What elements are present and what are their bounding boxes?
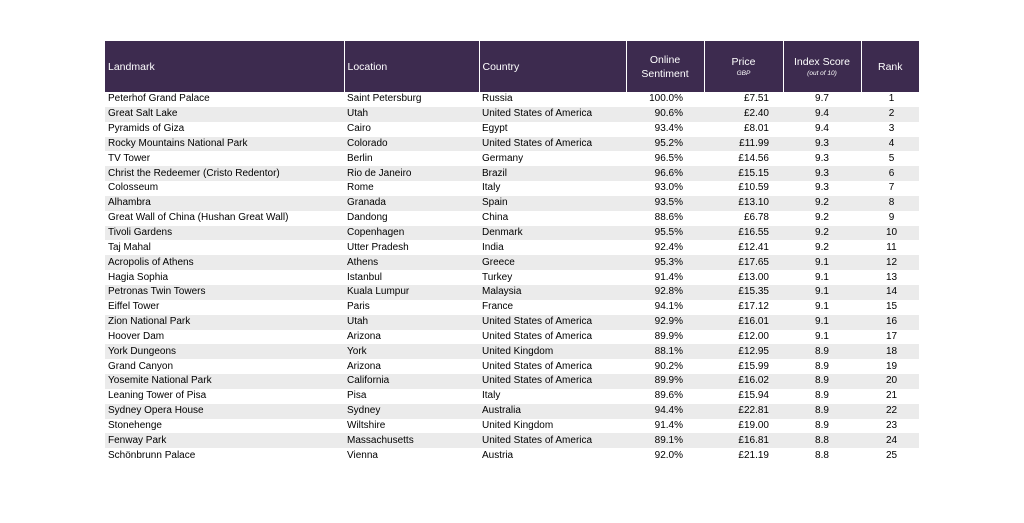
cell-index-score: 9.2 — [783, 240, 861, 255]
cell-price: £16.81 — [704, 433, 783, 448]
landmark-table-container — [105, 41, 919, 463]
cell-sentiment: 92.0% — [626, 448, 704, 463]
table-row — [105, 344, 919, 359]
cell-location: Utah — [344, 315, 479, 330]
cell-location: Rome — [344, 181, 479, 196]
table-row — [105, 255, 919, 270]
cell-price: £15.15 — [704, 166, 783, 181]
table-row — [105, 107, 919, 122]
cell-landmark: Stonehenge — [105, 419, 344, 434]
cell-index-score: 9.2 — [783, 226, 861, 241]
cell-index-score: 9.1 — [783, 270, 861, 285]
cell-sentiment: 96.6% — [626, 166, 704, 181]
cell-location: Cairo — [344, 122, 479, 137]
cell-landmark: Fenway Park — [105, 433, 344, 448]
cell-rank: 1 — [861, 92, 919, 107]
cell-country: Denmark — [479, 226, 626, 241]
cell-location: Arizona — [344, 330, 479, 345]
cell-price: £17.65 — [704, 255, 783, 270]
cell-landmark: Tivoli Gardens — [105, 226, 344, 241]
cell-location: Paris — [344, 300, 479, 315]
cell-rank: 7 — [861, 181, 919, 196]
cell-sentiment: 92.8% — [626, 285, 704, 300]
cell-landmark: Schönbrunn Palace — [105, 448, 344, 463]
cell-landmark: Alhambra — [105, 196, 344, 211]
cell-index-score: 8.9 — [783, 359, 861, 374]
cell-index-score: 9.2 — [783, 211, 861, 226]
cell-location: Berlin — [344, 151, 479, 166]
cell-sentiment: 88.6% — [626, 211, 704, 226]
table-body — [105, 92, 919, 463]
cell-price: £2.40 — [704, 107, 783, 122]
cell-location: Vienna — [344, 448, 479, 463]
header-online-sentiment — [626, 41, 704, 92]
cell-rank: 3 — [861, 122, 919, 137]
cell-price: £14.56 — [704, 151, 783, 166]
cell-country: Spain — [479, 196, 626, 211]
cell-country: France — [479, 300, 626, 315]
cell-index-score: 9.4 — [783, 122, 861, 137]
cell-landmark: Yosemite National Park — [105, 374, 344, 389]
cell-rank: 8 — [861, 196, 919, 211]
table-row — [105, 433, 919, 448]
cell-sentiment: 94.4% — [626, 404, 704, 419]
table-header-row — [105, 41, 919, 92]
cell-price: £6.78 — [704, 211, 783, 226]
cell-price: £13.00 — [704, 270, 783, 285]
cell-landmark: Christ the Redeemer (Cristo Redentor) — [105, 166, 344, 181]
cell-location: York — [344, 344, 479, 359]
cell-sentiment: 89.9% — [626, 330, 704, 345]
cell-index-score: 8.8 — [783, 433, 861, 448]
cell-index-score: 9.7 — [783, 92, 861, 107]
cell-location: Athens — [344, 255, 479, 270]
cell-location: Copenhagen — [344, 226, 479, 241]
cell-country: United Kingdom — [479, 419, 626, 434]
cell-sentiment: 89.1% — [626, 433, 704, 448]
header-country: Country — [479, 41, 626, 92]
table-row — [105, 419, 919, 434]
cell-sentiment: 90.6% — [626, 107, 704, 122]
cell-price: £22.81 — [704, 404, 783, 419]
cell-sentiment: 95.2% — [626, 137, 704, 152]
cell-price: £16.02 — [704, 374, 783, 389]
table-row — [105, 226, 919, 241]
cell-country: India — [479, 240, 626, 255]
cell-location: Wiltshire — [344, 419, 479, 434]
cell-rank: 10 — [861, 226, 919, 241]
header-price — [704, 41, 783, 92]
cell-landmark: TV Tower — [105, 151, 344, 166]
cell-location: Massachusetts — [344, 433, 479, 448]
cell-landmark: Grand Canyon — [105, 359, 344, 374]
cell-sentiment: 92.4% — [626, 240, 704, 255]
header-sentiment-line2: Sentiment — [641, 67, 689, 80]
table-row — [105, 300, 919, 315]
cell-landmark: York Dungeons — [105, 344, 344, 359]
cell-country: United States of America — [479, 330, 626, 345]
cell-rank: 22 — [861, 404, 919, 419]
cell-country: United States of America — [479, 374, 626, 389]
cell-location: Kuala Lumpur — [344, 285, 479, 300]
cell-rank: 21 — [861, 389, 919, 404]
cell-index-score: 9.3 — [783, 166, 861, 181]
cell-location: Arizona — [344, 359, 479, 374]
header-price-sub: GBP — [736, 70, 751, 77]
cell-location: Pisa — [344, 389, 479, 404]
header-sentiment-line1: Online — [649, 53, 681, 66]
cell-price: £19.00 — [704, 419, 783, 434]
cell-landmark: Pyramids of Giza — [105, 122, 344, 137]
landmark-table — [105, 41, 919, 463]
cell-landmark: Hagia Sophia — [105, 270, 344, 285]
cell-index-score: 9.1 — [783, 300, 861, 315]
cell-landmark: Taj Mahal — [105, 240, 344, 255]
cell-price: £7.51 — [704, 92, 783, 107]
cell-sentiment: 89.6% — [626, 389, 704, 404]
cell-country: China — [479, 211, 626, 226]
cell-price: £12.95 — [704, 344, 783, 359]
table-row — [105, 315, 919, 330]
cell-sentiment: 91.4% — [626, 419, 704, 434]
cell-location: Utah — [344, 107, 479, 122]
cell-landmark: Great Wall of China (Hushan Great Wall) — [105, 211, 344, 226]
cell-rank: 9 — [861, 211, 919, 226]
cell-price: £21.19 — [704, 448, 783, 463]
cell-country: Australia — [479, 404, 626, 419]
cell-location: Saint Petersburg — [344, 92, 479, 107]
cell-index-score: 9.3 — [783, 181, 861, 196]
cell-sentiment: 93.4% — [626, 122, 704, 137]
cell-rank: 16 — [861, 315, 919, 330]
cell-country: United States of America — [479, 359, 626, 374]
cell-rank: 12 — [861, 255, 919, 270]
table-row — [105, 122, 919, 137]
header-index-score — [783, 41, 861, 92]
cell-price: £15.99 — [704, 359, 783, 374]
cell-price: £8.01 — [704, 122, 783, 137]
cell-sentiment: 94.1% — [626, 300, 704, 315]
header-rank: Rank — [861, 41, 919, 92]
cell-location: Utter Pradesh — [344, 240, 479, 255]
cell-rank: 17 — [861, 330, 919, 345]
table-row — [105, 166, 919, 181]
cell-location: Granada — [344, 196, 479, 211]
table-row — [105, 151, 919, 166]
cell-price: £15.94 — [704, 389, 783, 404]
table-row — [105, 448, 919, 463]
cell-sentiment: 92.9% — [626, 315, 704, 330]
cell-landmark: Acropolis of Athens — [105, 255, 344, 270]
cell-country: Italy — [479, 181, 626, 196]
cell-location: Rio de Janeiro — [344, 166, 479, 181]
cell-price: £15.35 — [704, 285, 783, 300]
cell-location: Istanbul — [344, 270, 479, 285]
cell-price: £17.12 — [704, 300, 783, 315]
cell-country: Germany — [479, 151, 626, 166]
cell-rank: 15 — [861, 300, 919, 315]
cell-location: Dandong — [344, 211, 479, 226]
cell-index-score: 8.8 — [783, 448, 861, 463]
cell-price: £16.01 — [704, 315, 783, 330]
cell-price: £12.41 — [704, 240, 783, 255]
cell-rank: 5 — [861, 151, 919, 166]
cell-sentiment: 93.5% — [626, 196, 704, 211]
header-landmark: Landmark — [105, 41, 344, 92]
cell-index-score: 9.3 — [783, 151, 861, 166]
header-price-label: Price — [731, 56, 756, 68]
cell-sentiment: 88.1% — [626, 344, 704, 359]
table-row — [105, 374, 919, 389]
header-index-label: Index Score — [793, 56, 851, 68]
table-row — [105, 137, 919, 152]
cell-country: Austria — [479, 448, 626, 463]
cell-index-score: 8.9 — [783, 374, 861, 389]
cell-country: Russia — [479, 92, 626, 107]
cell-sentiment: 90.2% — [626, 359, 704, 374]
cell-sentiment: 91.4% — [626, 270, 704, 285]
cell-rank: 19 — [861, 359, 919, 374]
cell-rank: 18 — [861, 344, 919, 359]
table-row — [105, 211, 919, 226]
cell-index-score: 9.1 — [783, 315, 861, 330]
cell-country: Greece — [479, 255, 626, 270]
cell-rank: 20 — [861, 374, 919, 389]
cell-price: £11.99 — [704, 137, 783, 152]
cell-rank: 25 — [861, 448, 919, 463]
cell-rank: 23 — [861, 419, 919, 434]
table-row — [105, 285, 919, 300]
table-row — [105, 389, 919, 404]
cell-country: Brazil — [479, 166, 626, 181]
cell-rank: 11 — [861, 240, 919, 255]
cell-index-score: 8.9 — [783, 344, 861, 359]
cell-landmark: Sydney Opera House — [105, 404, 344, 419]
cell-index-score: 9.1 — [783, 255, 861, 270]
cell-country: United States of America — [479, 107, 626, 122]
cell-index-score: 8.9 — [783, 389, 861, 404]
cell-rank: 14 — [861, 285, 919, 300]
cell-country: United States of America — [479, 137, 626, 152]
cell-index-score: 9.1 — [783, 285, 861, 300]
cell-location: Sydney — [344, 404, 479, 419]
table-row — [105, 330, 919, 345]
table-row — [105, 270, 919, 285]
cell-index-score: 8.9 — [783, 419, 861, 434]
cell-landmark: Hoover Dam — [105, 330, 344, 345]
cell-rank: 6 — [861, 166, 919, 181]
table-row — [105, 181, 919, 196]
cell-landmark: Leaning Tower of Pisa — [105, 389, 344, 404]
cell-sentiment: 100.0% — [626, 92, 704, 107]
cell-sentiment: 96.5% — [626, 151, 704, 166]
header-index-sub: (out of 10) — [807, 70, 837, 77]
cell-country: Malaysia — [479, 285, 626, 300]
cell-index-score: 9.1 — [783, 330, 861, 345]
cell-rank: 2 — [861, 107, 919, 122]
cell-price: £16.55 — [704, 226, 783, 241]
cell-landmark: Rocky Mountains National Park — [105, 137, 344, 152]
table-row — [105, 240, 919, 255]
cell-landmark: Great Salt Lake — [105, 107, 344, 122]
table-row — [105, 359, 919, 374]
cell-sentiment: 89.9% — [626, 374, 704, 389]
cell-country: Italy — [479, 389, 626, 404]
cell-country: Egypt — [479, 122, 626, 137]
cell-index-score: 9.4 — [783, 107, 861, 122]
cell-country: United States of America — [479, 315, 626, 330]
cell-index-score: 9.2 — [783, 196, 861, 211]
cell-landmark: Peterhof Grand Palace — [105, 92, 344, 107]
cell-rank: 13 — [861, 270, 919, 285]
cell-sentiment: 95.5% — [626, 226, 704, 241]
cell-price: £10.59 — [704, 181, 783, 196]
cell-country: United States of America — [479, 433, 626, 448]
header-location: Location — [344, 41, 479, 92]
table-row — [105, 92, 919, 107]
table-row — [105, 196, 919, 211]
cell-country: Turkey — [479, 270, 626, 285]
cell-location: California — [344, 374, 479, 389]
cell-sentiment: 93.0% — [626, 181, 704, 196]
cell-landmark: Eiffel Tower — [105, 300, 344, 315]
cell-landmark: Colosseum — [105, 181, 344, 196]
cell-price: £12.00 — [704, 330, 783, 345]
cell-rank: 4 — [861, 137, 919, 152]
cell-landmark: Petronas Twin Towers — [105, 285, 344, 300]
cell-landmark: Zion National Park — [105, 315, 344, 330]
table-row — [105, 404, 919, 419]
cell-sentiment: 95.3% — [626, 255, 704, 270]
cell-country: United Kingdom — [479, 344, 626, 359]
cell-location: Colorado — [344, 137, 479, 152]
cell-rank: 24 — [861, 433, 919, 448]
cell-index-score: 8.9 — [783, 404, 861, 419]
cell-index-score: 9.3 — [783, 137, 861, 152]
cell-price: £13.10 — [704, 196, 783, 211]
